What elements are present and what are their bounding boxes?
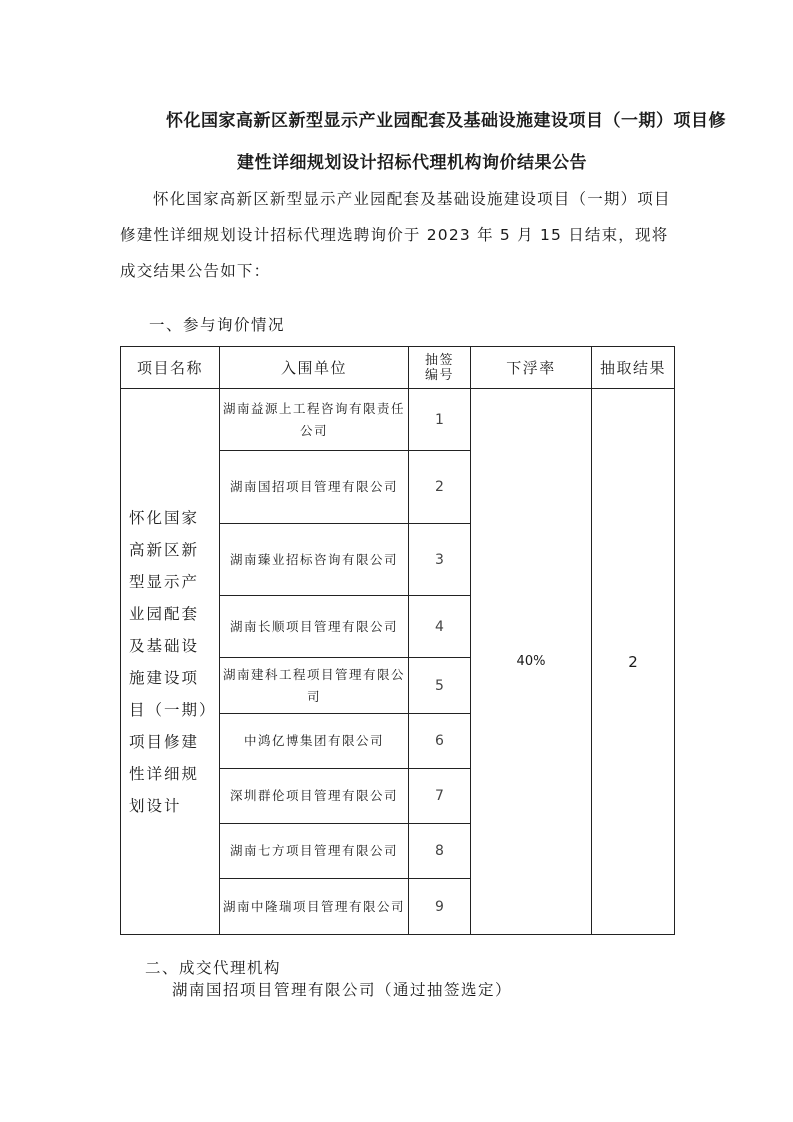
code-cell: 6 bbox=[409, 714, 471, 769]
code-cell: 2 bbox=[409, 451, 471, 524]
header-result: 抽取结果 bbox=[592, 347, 675, 389]
unit-cell: 湖南七方项目管理有限公司 bbox=[220, 824, 409, 879]
project-name-cell bbox=[121, 389, 220, 935]
code-cell: 8 bbox=[409, 824, 471, 879]
code-cell: 1 bbox=[409, 389, 471, 451]
title-line-2: 建性详细规划设计招标代理机构询价结果公告 bbox=[237, 153, 587, 173]
inquiry-table bbox=[120, 346, 675, 935]
unit-cell: 湖南益源上工程咨询有限责任公司 bbox=[220, 389, 409, 451]
unit-cell: 深圳群伦项目管理有限公司 bbox=[220, 769, 409, 824]
intro-paragraph: 怀化国家高新区新型显示产业园配套及基础设施建设项目（一期）项目修建性详细规划设计招标代理选聘询价于 2023 年 5 月 15 日结束，现将成交结果公告如下： bbox=[120, 190, 671, 280]
result-cell: 2 bbox=[592, 389, 675, 935]
header-rate: 下浮率 bbox=[471, 347, 592, 389]
unit-cell: 中鸿亿博集团有限公司 bbox=[220, 714, 409, 769]
header-unit: 入围单位 bbox=[220, 347, 409, 389]
winning-agency: 湖南国招项目管理有限公司（通过抽签选定） bbox=[172, 981, 513, 999]
header-project-name: 项目名称 bbox=[121, 347, 220, 389]
section-1-heading: 一、参与询价情况 bbox=[149, 316, 286, 334]
table-row bbox=[121, 389, 675, 451]
unit-cell: 湖南国招项目管理有限公司 bbox=[220, 451, 409, 524]
header-code-text: 抽签编号 bbox=[424, 352, 454, 383]
code-cell: 7 bbox=[409, 769, 471, 824]
code-cell: 5 bbox=[409, 658, 471, 714]
title-line-1: 怀化国家高新区新型显示产业园配套及基础设施建设项目（一期）项目修 bbox=[166, 111, 726, 131]
unit-cell: 湖南中隆瑞项目管理有限公司 bbox=[220, 879, 409, 935]
code-cell: 9 bbox=[409, 879, 471, 935]
code-cell: 3 bbox=[409, 524, 471, 596]
code-cell: 4 bbox=[409, 596, 471, 658]
section-2-heading: 二、成交代理机构 bbox=[145, 959, 282, 977]
table-header-row bbox=[121, 347, 675, 389]
rate-cell: 40% bbox=[471, 389, 592, 935]
project-name-text: 怀化国家高新区新型显示产业园配套及基础设施建设项目（一期）项目修建性详细规划设计 bbox=[129, 508, 209, 815]
unit-cell: 湖南建科工程项目管理有限公司 bbox=[220, 658, 409, 714]
unit-cell: 湖南长顺项目管理有限公司 bbox=[220, 596, 409, 658]
header-code bbox=[409, 347, 471, 389]
unit-cell: 湖南臻业招标咨询有限公司 bbox=[220, 524, 409, 596]
